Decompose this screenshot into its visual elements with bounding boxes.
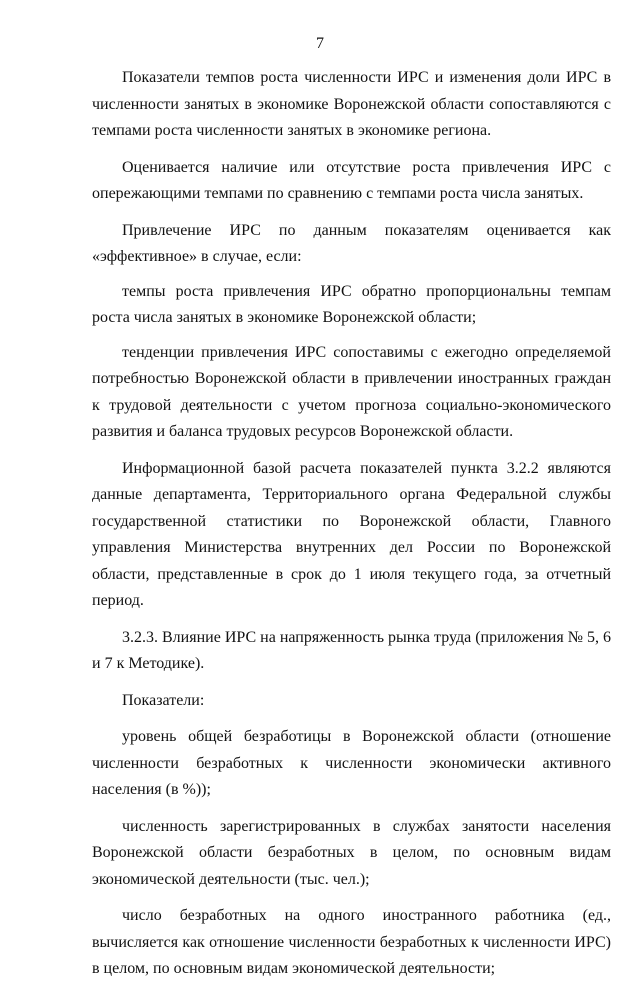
paragraph-registered-unemployed: численность зарегистрированных в службах занятости населения Воронежской области безработных в целом, по основным видам экономической деятельности (тыс. чел.);: [92, 817, 611, 888]
paragraph-growth-rates: Показатели темпов роста численности ИРС и изменения доли ИРС в численности занятых в экономике Воронежской области сопоставляются с темпами роста численности занятых в экономике региона.: [92, 69, 611, 139]
paragraph-evaluation: Оценивается наличие или отсутствие роста привлечения ИРС с опережающими темпами по сравнению с темпами роста числа занятых.: [92, 158, 611, 202]
paragraph-section-3-2-3: 3.2.3. Влияние ИРС на напряженность рынка труда (приложения № 5, 6 и 7 к Методике).: [92, 628, 611, 672]
paragraph-unemployed-per-worker: число безработных на одного иностранного работника (ед., вычисляется как отношение численности безработных к численности ИРС) в целом, по основным видам экономической деятельности;: [92, 907, 611, 977]
paragraph-indicators-heading: Показатели:: [122, 691, 205, 709]
document-body: [92, 65, 611, 993]
paragraph-information-base: Информационной базой расчета показателей пункта 3.2.2 являются данные департамента, Территориального органа Федеральной службы государственной статистики по Воронежской области, Главного управления Министерства внутренних дел России по Воронежской области, представленные в срок до 1 июля текущего года, за отчетный период.: [92, 459, 611, 609]
paragraph-unemployment-level: уровень общей безработицы в Воронежской области (отношение численности безработных к численности экономически активного населения (в %));: [92, 728, 611, 798]
paragraph-effective-criteria: Привлечение ИРС по данным показателям оценивается как «эффективное» в случае, если:: [92, 221, 611, 265]
paragraph-criterion-comparable: тенденции привлечения ИРС сопоставимы с ежегодно определяемой потребностью Воронежской области в привлечении иностранных граждан к трудовой деятельности с учетом прогноза социально-экономического развития и баланса трудовых ресурсов Воронежской области.: [92, 343, 611, 440]
page-number: 7: [316, 35, 324, 52]
paragraph-criterion-inverse: темпы роста привлечения ИРС обратно пропорциональны темпам роста числа занятых в экономике Воронежской области;: [92, 282, 611, 326]
